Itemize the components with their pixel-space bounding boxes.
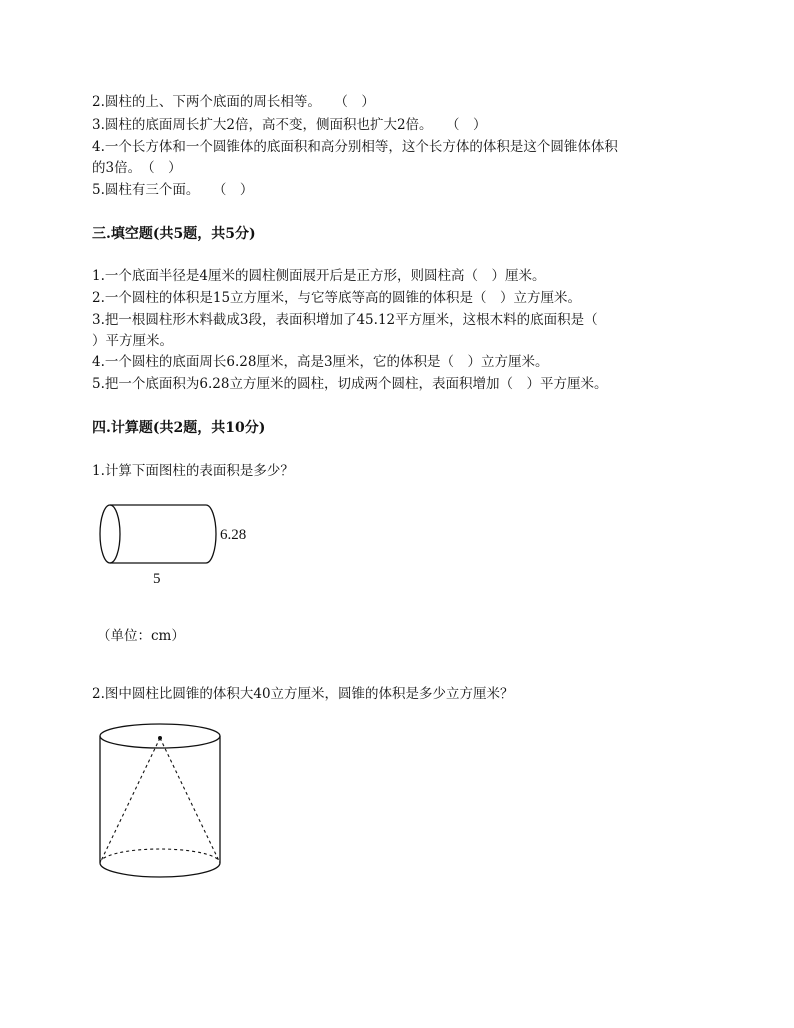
calc-heading: 四.计算题(共2题，共10分) bbox=[92, 420, 266, 436]
cylinder-cone-figure bbox=[92, 720, 232, 890]
judge-item-5: 5.圆柱有三个面。 （ ） bbox=[92, 182, 254, 198]
judge-item-3: 3.圆柱的底面周长扩大2倍，高不变，侧面积也扩大2倍。 （ ） bbox=[92, 117, 487, 133]
cylinder-height-label: 6.28 bbox=[220, 527, 247, 543]
fill-item-3: 3.把一根圆柱形木料截成3段，表面积增加了45.12平方厘米，这根木料的底面积是（ bbox=[92, 312, 598, 328]
horizontal-cylinder-figure bbox=[92, 496, 272, 596]
judge-item-4: 4.一个长方体和一个圆锥体的底面积和高分别相等，这个长方体的体积是这个圆锥体体积 bbox=[92, 139, 618, 155]
cylinder-bottom-back-arc bbox=[100, 849, 220, 863]
fill-item-4: 4.一个圆柱的底面周长6.28厘米，高是3厘米，它的体积是（ ）立方厘米。 bbox=[92, 354, 549, 370]
cylinder-bottom-front-arc bbox=[100, 863, 220, 877]
fill-item-5: 5.把一个底面积为6.28立方厘米的圆柱，切成两个圆柱，表面积增加（ ）平方厘米。 bbox=[92, 376, 608, 392]
fill-item-1: 1.一个底面半径是4厘米的圆柱侧面展开后是正方形，则圆柱高（ ）厘米。 bbox=[92, 268, 546, 284]
calc-q2-text: 2.图中圆柱比圆锥的体积大40立方厘米，圆锥的体积是多少立方厘米？ bbox=[92, 686, 514, 702]
cone-right-slant bbox=[160, 738, 220, 863]
calc-q1-text: 1.计算下面图柱的表面积是多少？ bbox=[92, 463, 294, 479]
fill-item-2: 2.一个圆柱的体积是15立方厘米，与它等底等高的圆锥的体积是（ ）立方厘米。 bbox=[92, 290, 582, 306]
cone-left-slant bbox=[100, 738, 160, 863]
fill-item-3-cont: ）平方厘米。 bbox=[92, 333, 173, 349]
calc-q1-unit: （单位：cm） bbox=[97, 628, 185, 644]
cylinder-length-label: 5 bbox=[153, 571, 161, 587]
judge-item-2: 2.圆柱的上、下两个底面的周长相等。 （ ） bbox=[92, 94, 375, 110]
cylinder-left-face bbox=[100, 505, 120, 563]
fill-heading: 三.填空题(共5题，共5分) bbox=[92, 226, 256, 242]
cylinder-right-arc bbox=[206, 505, 216, 563]
cone-apex-dot bbox=[158, 736, 162, 740]
judge-item-4-cont: 的3倍。 （ ） bbox=[92, 160, 182, 176]
